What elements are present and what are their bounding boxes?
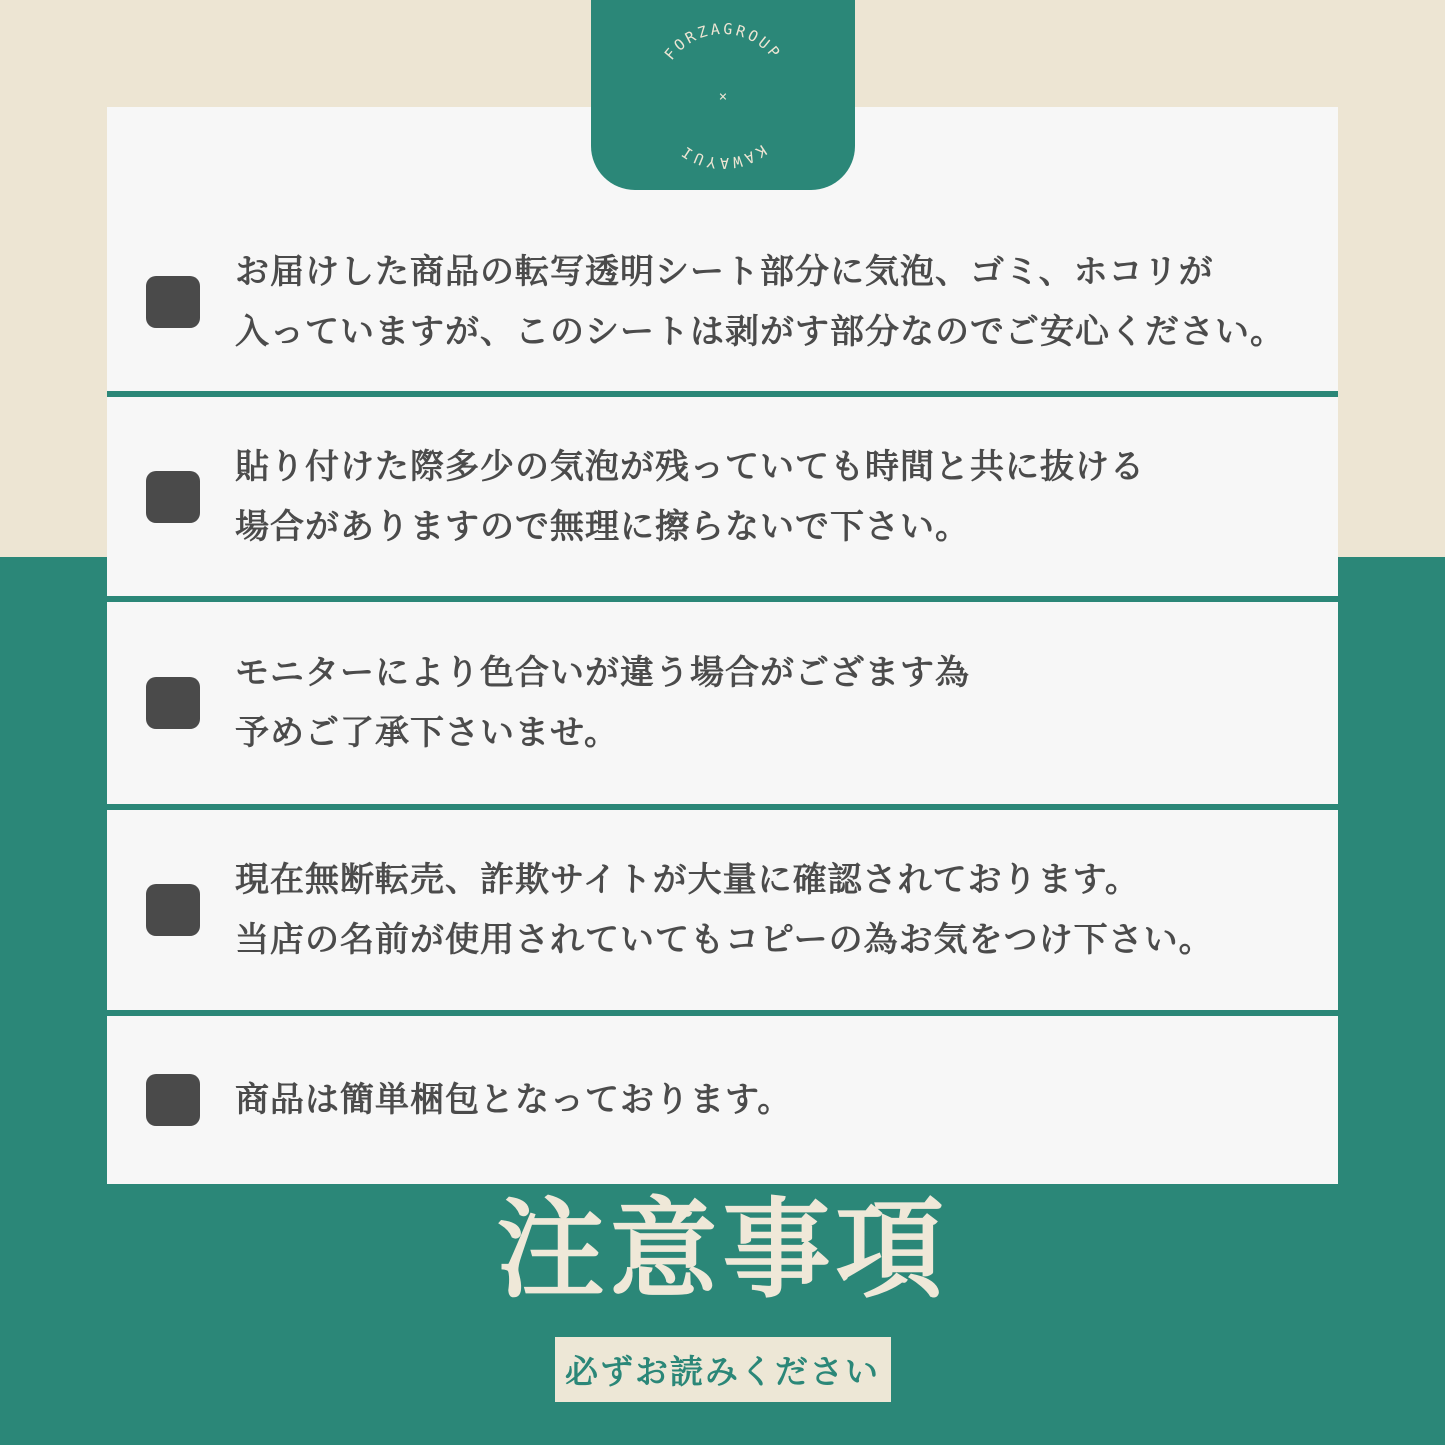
note-card-air-bubbles xyxy=(107,397,1338,596)
page-title: 注意事項 xyxy=(496,1188,949,1313)
note-line: 場合がありますので無理に擦らないで下さい。 xyxy=(235,506,970,547)
brand-badge xyxy=(591,0,855,190)
note-line: 入っていますが、このシートは剥がす部分なのでご安心ください。 xyxy=(235,311,1285,352)
brand-arc-top: FORZAGROUP xyxy=(660,19,785,64)
checkbox-bullet-icon xyxy=(146,276,200,328)
must-read-label: 必ずお読みください xyxy=(555,1337,891,1402)
note-line: モニターにより色合いが違う場合がござます為 xyxy=(235,653,970,693)
note-line: 現在無断転売、詐欺サイトが大量に確認されております。 xyxy=(235,860,1140,900)
note-text xyxy=(235,643,970,763)
note-line: 貼り付けた際多少の気泡が残っていても時間と共に抜ける xyxy=(235,446,1145,487)
note-text xyxy=(235,437,1145,557)
note-line: お届けした商品の転写透明シート部分に気泡、ゴミ、ホコリが xyxy=(235,251,1214,292)
note-text xyxy=(235,1070,792,1130)
note-line: 予めご了承下さいませ。 xyxy=(235,713,619,753)
note-text xyxy=(235,850,1214,970)
note-line: 商品は簡単梱包となっております。 xyxy=(235,1080,793,1120)
checkbox-bullet-icon xyxy=(146,677,200,729)
brand-circle-logo-icon xyxy=(591,0,855,190)
note-card-simple-packaging xyxy=(107,1016,1338,1184)
checkbox-bullet-icon xyxy=(146,471,200,523)
checkbox-bullet-icon xyxy=(146,1074,200,1126)
notes-panel xyxy=(107,107,1338,1184)
note-text xyxy=(235,242,1285,362)
brand-arc-bottom: KAWAYUI xyxy=(675,141,770,173)
checkbox-bullet-icon xyxy=(146,884,200,936)
note-card-counterfeit-warning xyxy=(107,810,1338,1010)
note-line: 当店の名前が使用されていてもコピーの為お気をつけ下さい。 xyxy=(235,920,1214,960)
brand-center-mark: × xyxy=(718,89,727,105)
note-card-monitor-color xyxy=(107,602,1338,804)
